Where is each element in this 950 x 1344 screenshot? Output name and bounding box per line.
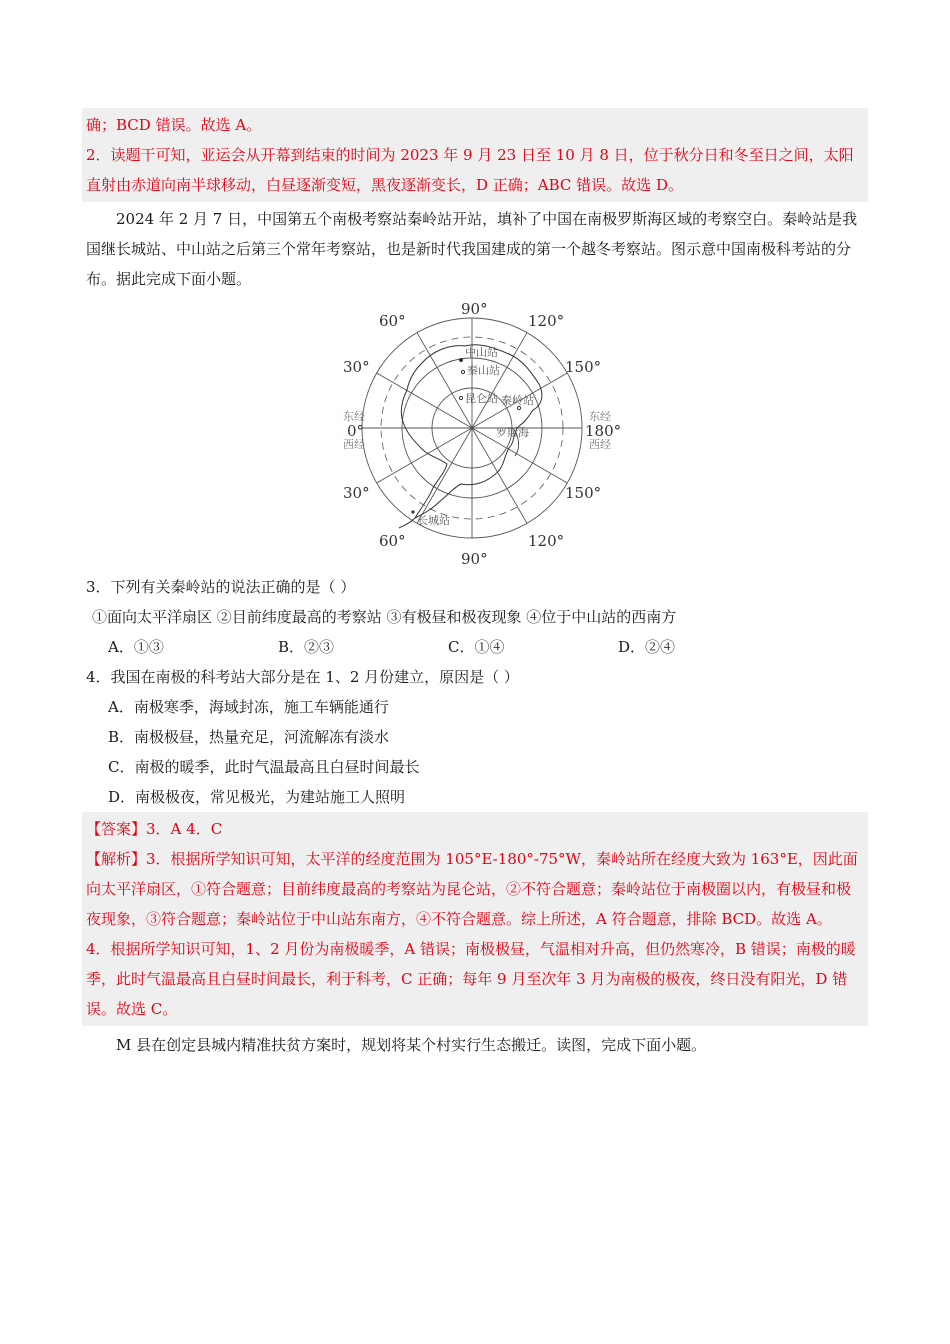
q4-option-a[interactable]: A．南极寒季，海域封冻，施工车辆能通行 (108, 698, 389, 716)
question-4: 4．我国在南极的科考站大部分是在 1、2 月份建立，原因是（ ） (86, 668, 519, 686)
analysis-4: 4．根据所学知识可知，1、2 月份为南极暖季，A 错误；南极极昼，气温相对升高，但仍然寒冷，B 错误；南极的暖季，此时气温最高且白昼时间最长，利于科考，C 正确；每年 9 月至次年 3 月为南极的极夜，终日没有阳光，D 错误。故选 C。 (86, 940, 856, 1018)
question-3-statements: ①面向太平洋扇区 ②目前纬度最高的考察站 ③有极昼和极夜现象 ④位于中山站的西南方 (92, 608, 677, 626)
peninsula-tip (399, 518, 415, 528)
label-east-left: 东经 (343, 410, 365, 423)
label-180: 180° (585, 422, 622, 440)
q3-option-a[interactable]: A．①③ (108, 638, 164, 656)
qinshan-station-dot (461, 370, 464, 373)
zhongshan-station-dot (459, 358, 463, 362)
ross-sea-label: 罗斯海 (496, 426, 529, 439)
answer-block (82, 812, 868, 1026)
changcheng-label: 长城站 (417, 514, 450, 527)
label-90-bottom: 90° (461, 550, 488, 568)
question-3: 3．下列有关秦岭站的说法正确的是（ ） (86, 578, 356, 596)
q4-option-d[interactable]: D．南极极夜，常见极光，为建站施工人照明 (108, 788, 406, 806)
label-60-top: 60° (379, 312, 406, 330)
q3-option-b[interactable]: B．②③ (278, 638, 335, 656)
previous-answer-line: 确；BCD 错误。故选 A。 (86, 116, 262, 134)
q4-option-b[interactable]: B．南极极昼，热量充足，河流解冻有淡水 (108, 728, 390, 746)
q4-option-c[interactable]: C．南极的暖季，此时气温最高且白昼时间最长 (108, 758, 420, 776)
label-0: 0° (347, 422, 365, 440)
label-120-top: 120° (528, 312, 565, 330)
label-30-left: 30° (343, 358, 370, 376)
label-30-bottom: 30° (343, 484, 370, 502)
question-3-options (86, 632, 864, 662)
previous-analysis-2: 2．读题干可知，亚运会从开幕到结束的时间为 2023 年 9 月 23 日至 10 月 8 日，位于秋分日和冬至日之间，太阳直射由赤道向南半球移动，白昼逐渐变短，黑夜逐渐变长，D 正确；ABC 错误。故选 D。 (86, 146, 854, 194)
kunlun-label: 昆仑站 (465, 392, 498, 405)
label-150-bottom: 150° (565, 484, 602, 502)
q3-option-c[interactable]: C．①④ (448, 638, 505, 656)
zhongshan-label: 中山站 (465, 346, 498, 359)
label-150-right: 150° (565, 358, 602, 376)
label-east-right: 东经 (589, 410, 611, 423)
label-60-bottom: 60° (379, 532, 406, 550)
label-120-bottom: 120° (528, 532, 565, 550)
question-stem: 2024 年 2 月 7 日，中国第五个南极考察站秦岭站开站，填补了中国在南极罗斯海区域的考察空白。秦岭站是我国继长城站、中山站之后第三个常年考察站，也是新时代我国建成的第一个越冬考察站。图示意中国南极科考站的分布。据此完成下面小题。 (86, 210, 858, 288)
kunlun-station-dot (459, 396, 462, 399)
next-question-stem: M 县在创定县城内精准扶贫方案时，规划将某个村实行生态搬迁。读图，完成下面小题。 (116, 1036, 707, 1054)
label-west-left: 西经 (343, 438, 365, 451)
label-west-right: 西经 (589, 438, 611, 451)
document-page (86, 108, 864, 1060)
analysis-3: 【解析】3．根据所学知识可知，太平洋的经度范围为 105°E-180°-75°W，秦岭站所在经度大致为 163°E，因此面向太平洋扇区，①符合题意；目前纬度最高的考察站为昆仑站，②不符合题意；秦岭站位于南极圈以内，有极昼和极夜现象，③符合题意；秦岭站位于中山站东南方，④不符合题意。综上所述，A 符合题意，排除 BCD。故选 A。 (86, 850, 858, 928)
changcheng-station-dot (411, 510, 414, 513)
antarctic-station-map (86, 298, 864, 568)
q3-option-d[interactable]: D．②④ (618, 638, 676, 656)
qinling-label: 秦岭站 (501, 394, 534, 407)
answer-line: 【答案】3．A 4．C (86, 820, 223, 838)
qinshan-label: 秦山站 (467, 364, 500, 377)
label-90-top: 90° (461, 300, 488, 318)
polar-projection-svg (343, 298, 622, 568)
previous-answer-block (82, 108, 868, 202)
